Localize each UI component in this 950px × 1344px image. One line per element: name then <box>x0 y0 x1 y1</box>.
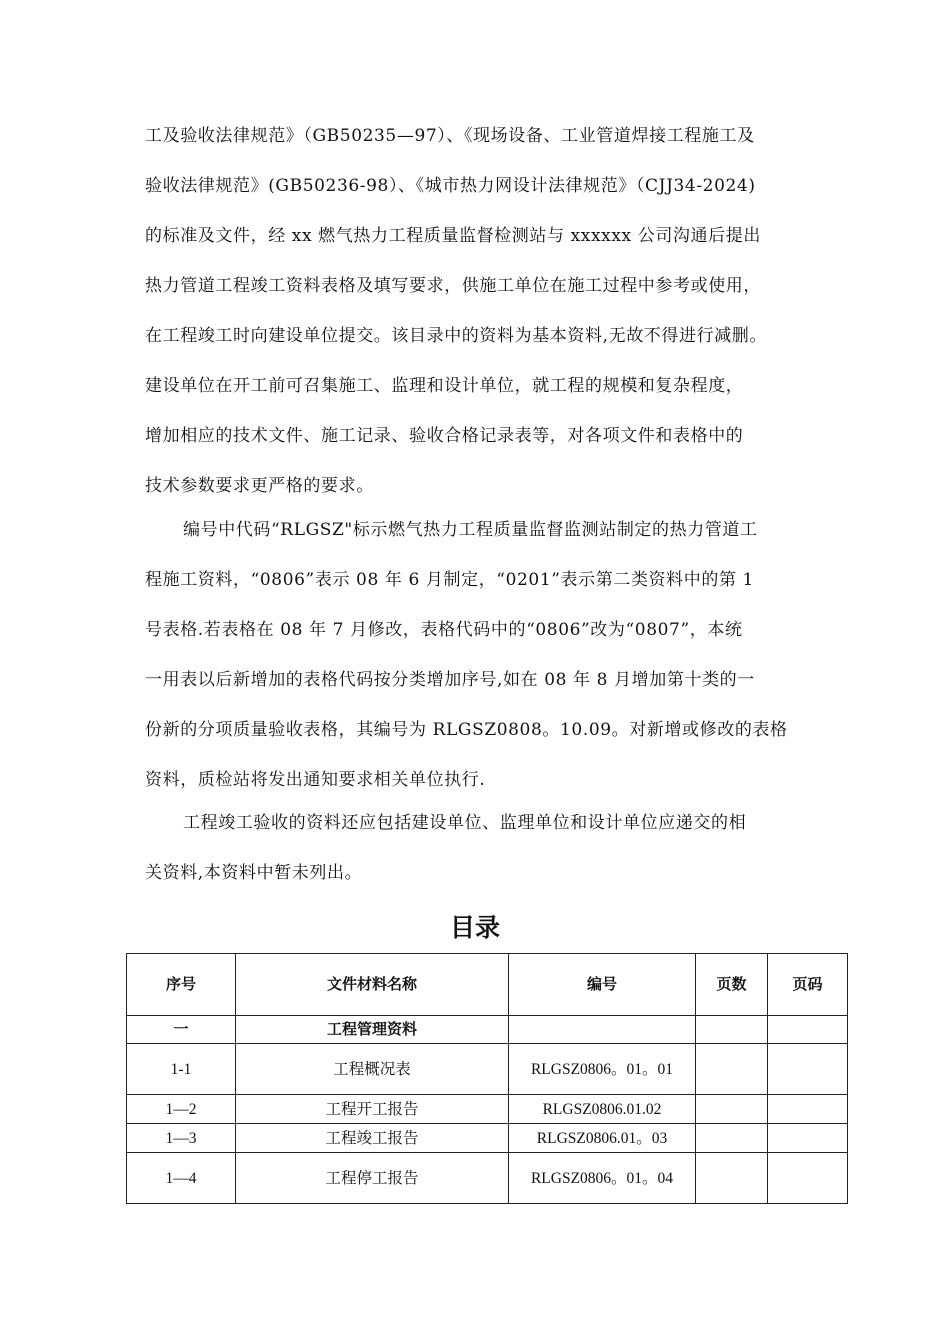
text-line: 热力管道工程竣工资料表格及填写要求，供施工单位在施工过程中参考或使用， <box>145 276 761 296</box>
header-page-no: 页码 <box>768 954 848 1016</box>
table-row <box>127 1044 848 1095</box>
row-name: 工程停工报告 <box>236 1153 509 1204</box>
header-name: 文件材料名称 <box>236 954 509 1016</box>
paragraph-intro <box>145 111 825 511</box>
text-line: 号表格.若表格在 08 年 7 月修改，表格代码中的“0806”改为“0807”，本统 <box>145 620 743 640</box>
section-no: 一 <box>127 1016 236 1044</box>
row-no: 1-1 <box>127 1044 236 1095</box>
section-page-no <box>768 1016 848 1044</box>
text-line: 工程竣工验收的资料还应包括建设单位、监理单位和设计单位应递交的相 <box>183 813 747 833</box>
table-row <box>127 1153 848 1204</box>
row-page-no <box>768 1044 848 1095</box>
row-no: 1—2 <box>127 1095 236 1124</box>
header-pages: 页数 <box>696 954 768 1016</box>
row-name: 工程竣工报告 <box>236 1124 509 1153</box>
row-no: 1—4 <box>127 1153 236 1204</box>
row-name: 工程概况表 <box>236 1044 509 1095</box>
text-line: 关资料,本资料中暂未列出。 <box>145 863 363 883</box>
row-pages <box>696 1095 768 1124</box>
text-line: 份新的分项质量验收表格，其编号为 RLGSZ0808。10.09。对新增或修改的表格 <box>145 720 788 740</box>
paragraph-closing-note <box>145 798 825 898</box>
row-name: 工程开工报告 <box>236 1095 509 1124</box>
row-no: 1—3 <box>127 1124 236 1153</box>
paragraph-code-explanation <box>145 505 825 805</box>
row-pages <box>696 1124 768 1153</box>
section-name: 工程管理资料 <box>236 1016 509 1044</box>
toc-header-row <box>127 954 848 1016</box>
text-line: 资料，质检站将发出通知要求相关单位执行. <box>145 770 486 790</box>
text-line: 在工程竣工时向建设单位提交。该目录中的资料为基本资料,无故不得进行减删。 <box>145 326 768 346</box>
text-line: 技术参数要求更严格的要求。 <box>145 476 374 496</box>
header-code: 编号 <box>509 954 696 1016</box>
row-pages <box>696 1153 768 1204</box>
text-line: 一用表以后新增加的表格代码按分类增加序号,如在 08 年 8 月增加第十类的一 <box>145 670 755 690</box>
text-line: 增加相应的技术文件、施工记录、验收合格记录表等，对各项文件和表格中的 <box>145 426 744 446</box>
row-code: RLGSZ0806.01.02 <box>509 1095 696 1124</box>
section-code <box>509 1016 696 1044</box>
row-page-no <box>768 1153 848 1204</box>
row-code: RLGSZ0806。01。01 <box>509 1044 696 1095</box>
text-line: 程施工资料，“0806”表示 08 年 6 月制定，“0201”表示第二类资料中的第 1 <box>145 570 754 590</box>
toc-section-row <box>127 1016 848 1044</box>
text-line: 建设单位在开工前可召集施工、监理和设计单位，就工程的规模和复杂程度， <box>145 376 744 396</box>
table-row <box>127 1124 848 1153</box>
row-code: RLGSZ0806.01。03 <box>509 1124 696 1153</box>
text-line: 编号中代码“RLGSZ"标示燃气热力工程质量监督监测站制定的热力管道工 <box>183 520 758 540</box>
text-line: 验收法律规范》(GB50236-98）、《城市热力网设计法律规范》（CJJ34-2024) <box>145 176 756 196</box>
text-line: 的标准及文件，经 xx 燃气热力工程质量监督检测站与 xxxxxx 公司沟通后提出 <box>145 226 761 246</box>
row-page-no <box>768 1124 848 1153</box>
toc-title: 目录 <box>449 913 500 942</box>
text-line: 工及验收法律规范》（GB50235—97）、《现场设备、工业管道焊接工程施工及 <box>145 126 755 146</box>
header-no: 序号 <box>127 954 236 1016</box>
toc-table <box>126 953 848 1204</box>
section-pages <box>696 1016 768 1044</box>
row-code: RLGSZ0806。01。04 <box>509 1153 696 1204</box>
row-page-no <box>768 1095 848 1124</box>
row-pages <box>696 1044 768 1095</box>
table-row <box>127 1095 848 1124</box>
